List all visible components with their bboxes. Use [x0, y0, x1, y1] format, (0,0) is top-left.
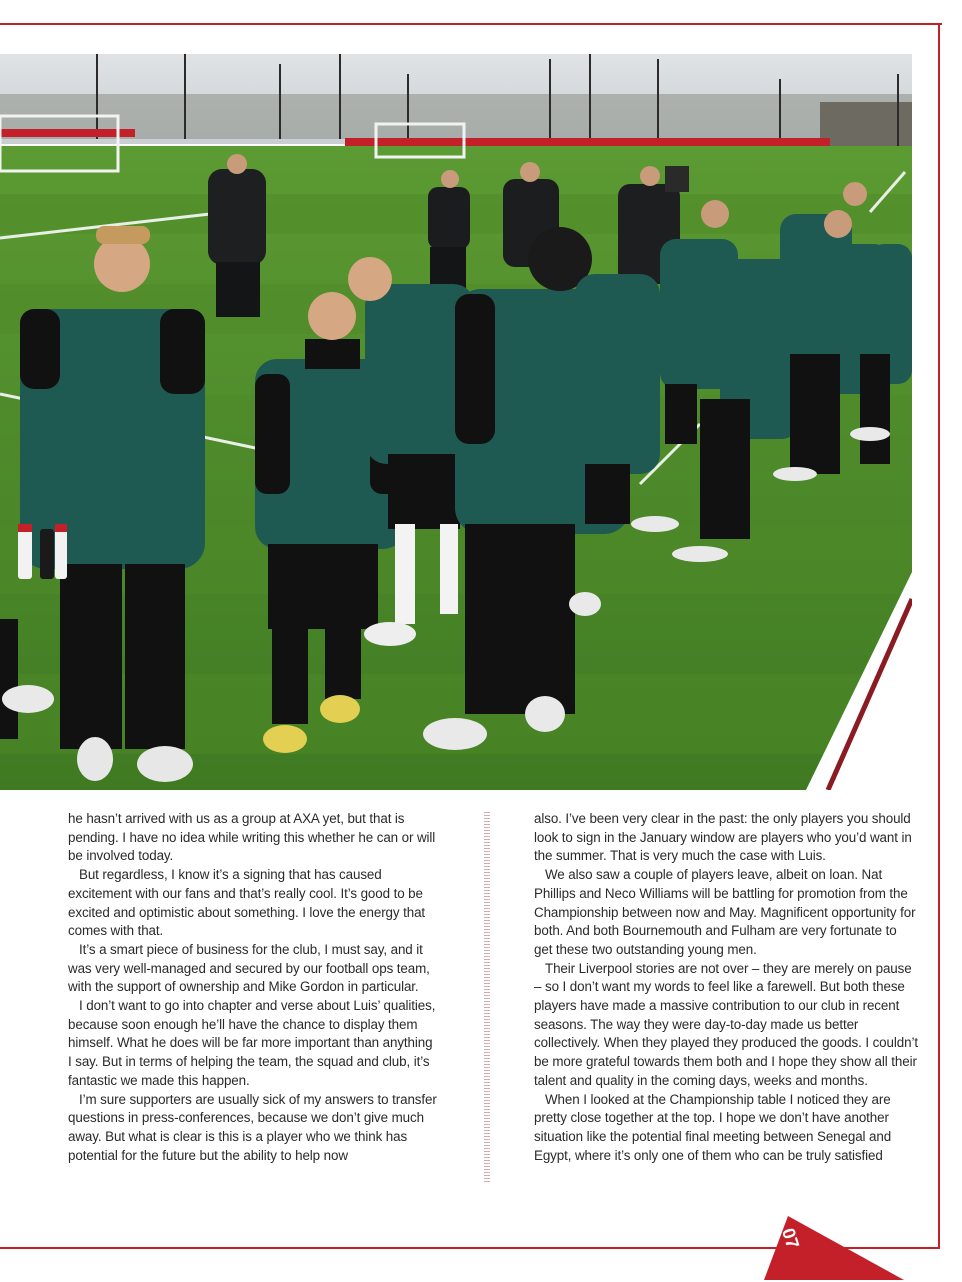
paragraph: I’m sure supporters are usually sick of my answers to transfer questions in press-conferences, because we don’t give much away. But what is clear is this is a player who we think has potential for the future but the ability to help now: [68, 1091, 437, 1163]
paragraph: When I looked at the Championship table I noticed they are pretty close together at the top. I hope we don’t have another situation like the potential final meeting between Senegal and Egypt, where it’s only one of them who can be truly satisfied: [534, 1091, 892, 1163]
column-divider: [484, 812, 490, 1184]
paragraph: I don’t want to go into chapter and verse about Luis’ qualities, because soon enough he’ll have the chance to display them himself. What he does will be far more important than anything I say. But in terms of helping the team, the squad and club, it’s fantastic we made this happen.: [68, 998, 436, 1088]
paragraph: Their Liverpool stories are not over – they are merely on pause – so I don’t want my words to feel like a farewell. But both these players have made a massive contribution to our club in recent seasons. The way they were day-to-day made us better collectively. When they played they produced the goods. I couldn’t be more grateful towards them both and I hope they show all their talent and quality in the coming days, weeks and months.: [534, 960, 918, 1088]
article-right-column: [534, 810, 918, 1165]
paragraph: But regardless, I know it’s a signing that has caused excitement with our fans and that’s really cool. It’s good to be excited and optimistic about something. I love the energy that comes with that.: [68, 867, 426, 939]
page-number: 07: [777, 1225, 804, 1251]
photo-corner-cut: [0, 54, 912, 790]
paragraph: he hasn’t arrived with us as a group at AXA yet, but that is pending. I have no idea while writing this whether he can or will be involved today.: [68, 811, 436, 864]
paragraph: also. I’ve been very clear in the past: the only players you should look to sign in the January window are players who you’d want in the summer. That is very much the case with Luis.: [534, 811, 912, 864]
article-left-column: [68, 810, 438, 1165]
frame-right-rule: [938, 23, 940, 1249]
paragraph: We also saw a couple of players leave, albeit on loan. Nat Phillips and Neco Williams will be battling for promotion from the Championship between now and May. Magnificent opportunity for both. And both Bournemouth and Fulham are very fortunate to get these two outstanding young men.: [534, 867, 916, 957]
paragraph: It’s a smart piece of business for the club, I must say, and it was very well-managed and secured by our football ops team, with the support of ownership and Mike Gordon in particular.: [68, 941, 430, 995]
frame-top-rule: [0, 23, 942, 25]
training-photo: [0, 54, 912, 790]
